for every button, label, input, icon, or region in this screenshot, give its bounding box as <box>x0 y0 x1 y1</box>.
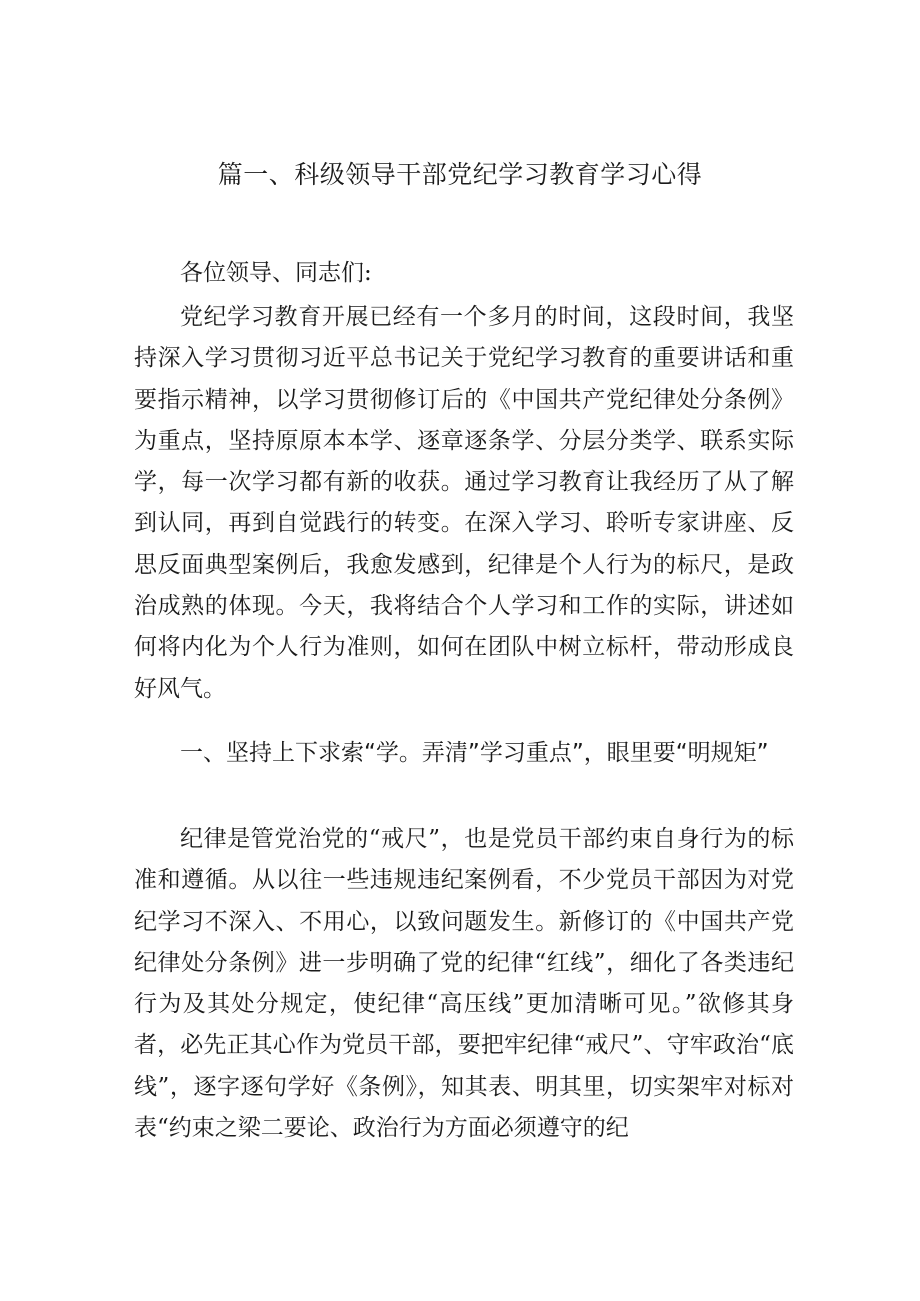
document-title: 篇一、科级领导干部党纪学习教育学习心得 <box>217 160 703 189</box>
body-paragraph-1: 党纪学习教育开展已经有一个多月的时间，这段时间，我坚持深入学习贯彻习近平总书记关于党纪学习教育的重要讲话和重要指示精神，以学习贯彻修订后的《中国共产党纪律处分条例》为重点，坚持原原本本学、逐章逐条学、分层分类学、联系实际学，每一次学习都有新的收获。通过学习教育让我经历了从了解到认同，再到自觉践行的转变。在深入学习、聆听专家讲座、反思反面典型案例后，我愈发感到，纪律是个人行为的标尺，是政治成熟的体现。今天，我将结合个人学习和工作的实际，讲述如何将内化为个人行为准则，如何在团队中树立标杆，带动形成良好风气。 <box>134 304 794 702</box>
salutation: 各位领导、同志们: <box>180 260 372 286</box>
body-paragraph-2: 纪律是管党治党的“戒尺”，也是党员干部约束自身行为的标准和遵循。从以往一些违规违纪案例看，不少党员干部因为对党纪学习不深入、不用心，以致问题发生。新修订的《中国共产党纪律处分条例》进一步明确了党的纪律“红线”，细化了各类违纪行为及其处分规定，使纪律“高压线”更加清晰可见。”欲修其身者，必先正其心作为党员干部，要把牢纪律“戒尺”、守牢政治“底线”，逐字逐句学好《条例》，知其表、明其里，切实架牢对标对表“约束之梁二要论、政治行为方面必须遵守的纪 <box>134 826 794 1142</box>
section-heading-1: 一、坚持上下求索“学。弄清”学习重点”，眼里要“明规矩” <box>180 740 769 766</box>
